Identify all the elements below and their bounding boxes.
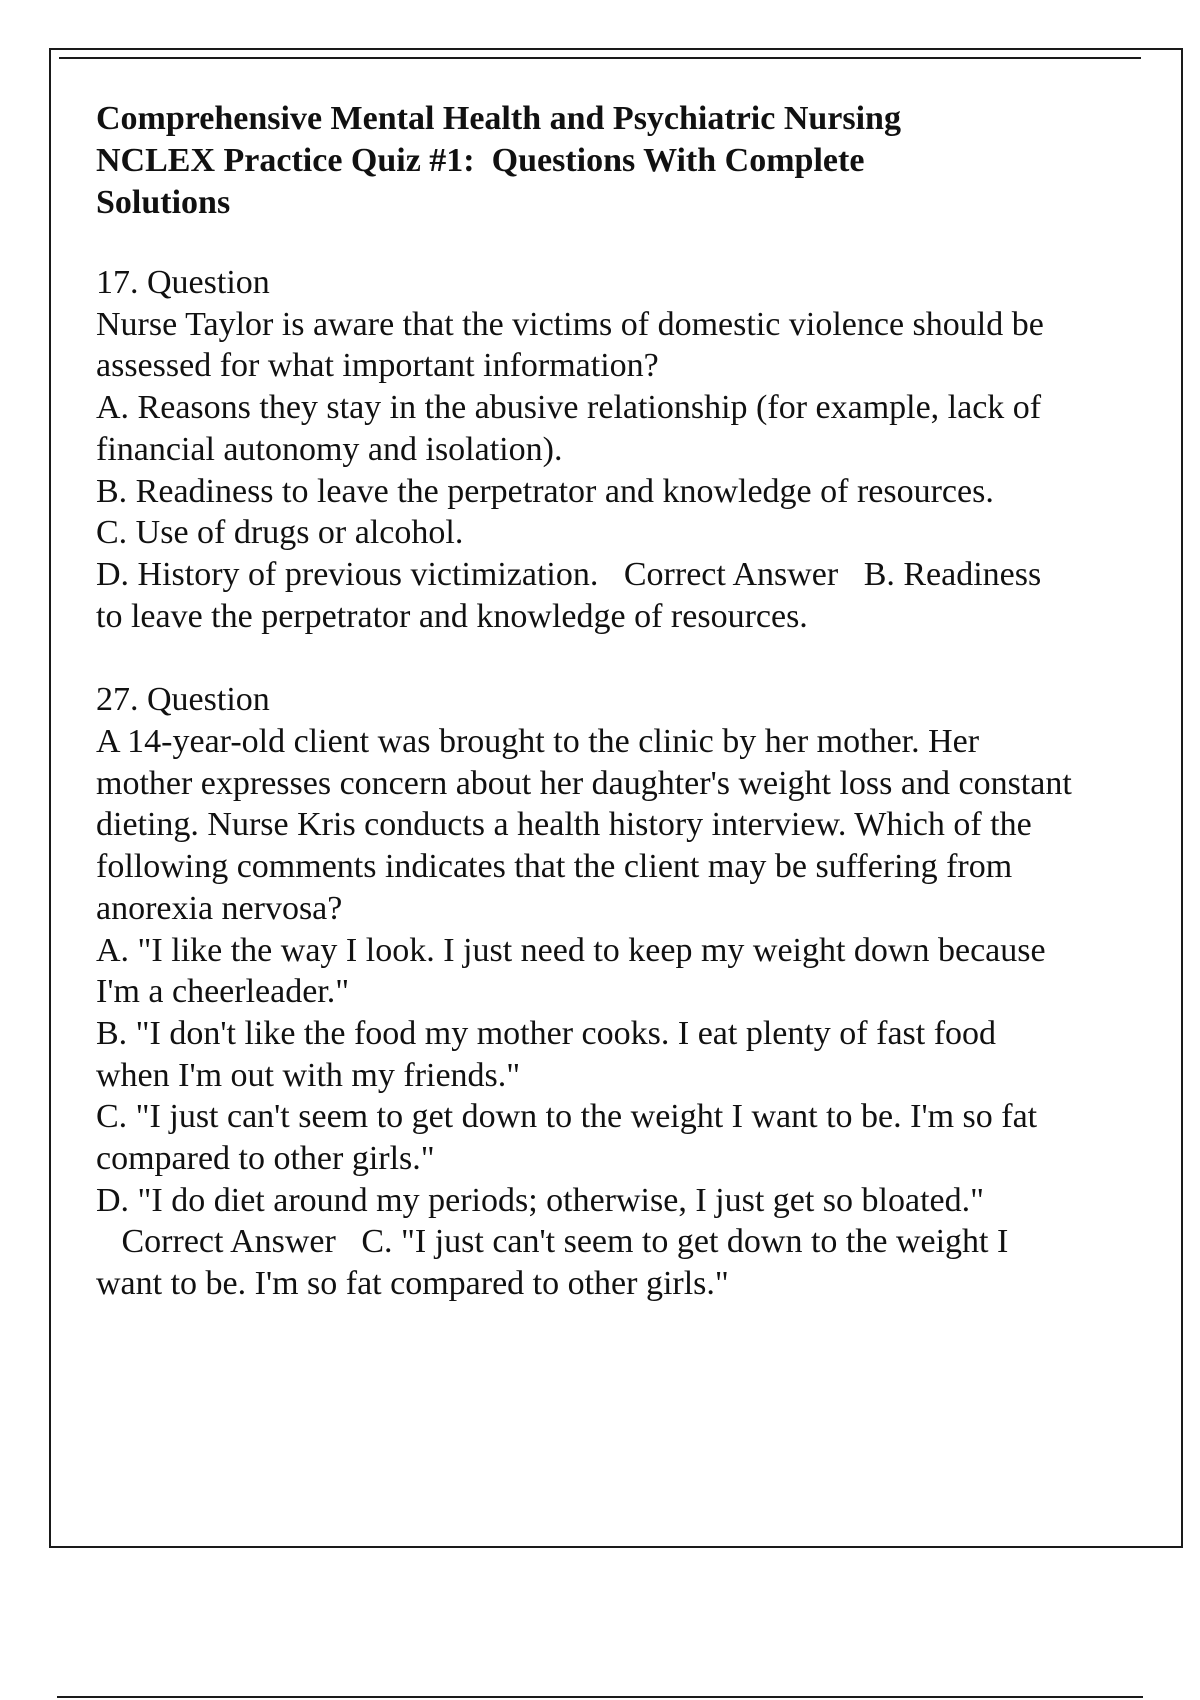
answer-option-d: D. History of previous victimization.: [96, 555, 599, 593]
answer-option-d-with-answer: [96, 554, 1076, 637]
footer-rule: [57, 1696, 1143, 1698]
correct-answer-value: C. "I just can't seem to get down to the weight I want to be. I'm so fat compared to other girls.": [96, 1223, 1009, 1303]
question-header: 27. Question: [96, 681, 270, 719]
question-header: 17. Question: [96, 264, 270, 301]
correct-answer-label: Correct Answer: [121, 1223, 336, 1261]
title-line: Solutions: [96, 184, 231, 221]
header-rule: [59, 57, 1141, 59]
title-line: NCLEX Practice Quiz #1: Questions With Complete: [96, 142, 865, 179]
answer-option-c: C. "I just can't seem to get down to the weight I want to be. I'm so fat compared to other girls.": [96, 1098, 1038, 1178]
document-body: [96, 98, 1076, 1305]
title-line: Comprehensive Mental Health and Psychiatric Nursing: [96, 100, 901, 137]
question-block-27: [96, 679, 1076, 1305]
question-block-17: [96, 262, 1076, 637]
answer-option-a: A. Reasons they stay in the abusive relationship (for example, lack of financial autonomy and isolation).: [96, 389, 1042, 468]
correct-answer-label: Correct Answer: [623, 555, 839, 593]
answer-option-c: C. Use of drugs or alcohol.: [96, 514, 464, 552]
answer-option-d: D. "I do diet around my periods; otherwise, I just get so bloated.": [96, 1181, 984, 1219]
question-stem: A 14-year-old client was brought to the clinic by her mother. Her mother expresses concern about her daughter's weight loss and constant dieting. Nurse Kris conducts a health history interview. Which of the following comments indicates that the client may be suffering from anorexia nervosa?: [96, 723, 1072, 927]
answer-option-b: B. Readiness to leave the perpetrator and knowledge of resources.: [96, 472, 994, 510]
correct-answer-value: B. Readiness to leave the perpetrator and knowledge of resources.: [96, 555, 1042, 635]
answer-option-b: B. "I don't like the food my mother cooks. I eat plenty of fast food when I'm out with my friends.": [96, 1014, 997, 1094]
answer-option-a: A. "I like the way I look. I just need to keep my weight down because I'm a cheerleader.": [96, 931, 1046, 1011]
document-title: [96, 98, 1076, 224]
answer-option-d-with-answer: [96, 1180, 1076, 1305]
question-stem: Nurse Taylor is aware that the victims of domestic violence should be assessed for what important information?: [96, 305, 1044, 385]
